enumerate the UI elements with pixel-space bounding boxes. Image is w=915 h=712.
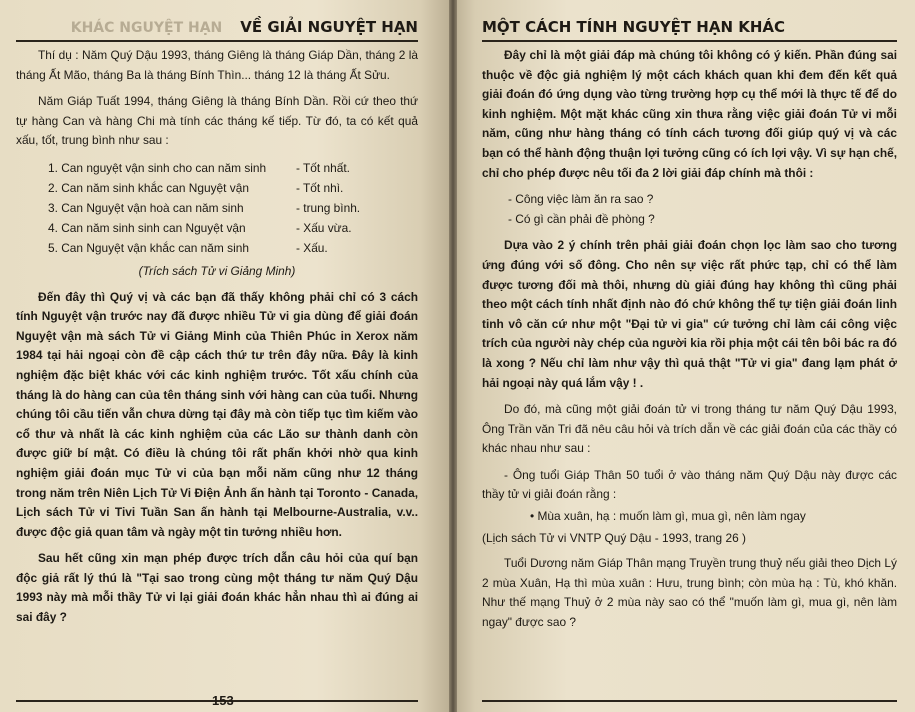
question-item: - Công việc làm ăn ra sao ?	[508, 192, 654, 207]
right-running-title: MỘT CÁCH TÍNH NGUYỆT HẠN KHÁC	[482, 18, 786, 36]
paragraph-do-do: Do đó, mà cũng một giải đoán tử vi trong tháng tư năm Quý Dậu 1993, Ông Trần văn Tri đã nêu câu hỏi và trích dẫn về các giải đoán của các thầy có khác nhau như sau :	[482, 402, 897, 456]
left-page-header	[16, 0, 418, 42]
paragraph-question: Sau hết cũng xin mạn phép được trích dẫn câu hỏi của quí bạn độc giả rất lý thú là "Tại sao trong cùng một tháng tư năm Quý Dậu 1993 này mà mỗi thầy Tử vi lại giải đoán khác hẳn nhau thì ai đúng ai sai đây ?	[16, 551, 418, 625]
quoted-prediction: • Mùa xuân, hạ : muốn làm gì, mua gì, nên làm ngay	[530, 509, 806, 524]
question-item: - Có gì cần phải đề phòng ?	[508, 211, 655, 226]
list-item: 5. Can Nguyệt vận khắc can năm sinh - Xấu.	[48, 240, 328, 255]
paragraph-giap-tuat: Năm Giáp Tuất 1994, tháng Giêng là tháng Bính Dần. Rồi cứ theo thứ tự hàng Can và hàng Chi mà tính các tháng kế tiếp. Từ đó, ta có kết quả xấu, tốt, trung bình như sau :	[16, 94, 418, 148]
book-spine	[449, 0, 457, 712]
left-running-title: VỀ GIẢI NGUYỆT HẠN	[240, 18, 418, 36]
paragraph-discussion: Đến đây thì Quý vị và các bạn đã thấy không phải chỉ có 3 cách tính Nguyệt vận trước nay đã được nhiều Tử vi gia dùng để giải đoán Nguyệt vận mà sách Tử vi Giảng Minh của Thiên Phúc in Xerox năm 1984 tại hải ngoại còn đề cập cách thứ tư trên đây nữa. Đây là kinh nghiệm đặc biệt khác với các kinh nghiệm trước. Tốt xấu chính của tháng là do hàng can của tên tháng sinh với hàng can của tuổi. Nhưng chúng tôi cầu tiến vẫn chưa dừng tại đây mà còn tiếp tục tìm kiếm vào cổ thư và nhất là các kinh nghiệm của các Lão sư thành danh còn được giữ bí mật. Có điều là chúng tôi rất phấn khởi nhờ qua kinh nghiệm giải đoán mục Tử vi của bạn mỗi năm cũng như 12 tháng trong năm trên Niên Lịch Tử Vi Điện Ảnh ấn hành tại Toronto - Canada, Lịch sách Tử vi Tivi Tuần San ấn hành tại Melbourne-Australia, v.v.. được độc giả quan tâm và ngày một tin tưởng nhiều hơn.	[16, 289, 418, 539]
paragraph-example-age: - Ông tuổi Giáp Thân 50 tuổi ở vào tháng năm Quý Dậu này được các thầy tử vi giải đoán rằng :	[482, 467, 897, 502]
list-item: 4. Can năm sinh sinh can Nguyệt vận - Xấu vừa.	[48, 220, 352, 235]
quote-citation: (Lịch sách Tử vi VNTP Quý Dậu - 1993, trang 26 )	[482, 530, 746, 545]
paragraph-giap-than: Tuổi Dương năm Giáp Thân mạng Truyền trung thuỷ nếu giải theo Dịch Lý 2 mùa Xuân, Hạ thì mùa xuân : Hưu, trung bình; còn mùa hạ : Tù, khó khăn. Như thế mạng Thuỷ ở 2 mùa này sao có thể "muốn làm gì, mua gì, nên làm ngay" được sao ?	[482, 556, 897, 630]
right-page	[452, 0, 915, 712]
list-item: 2. Can năm sinh khắc can Nguyệt vận - Tốt nhì.	[48, 180, 344, 195]
right-page-header	[482, 0, 897, 42]
result-list	[16, 158, 418, 258]
page-number: 153	[212, 693, 234, 708]
right-footer-rule	[482, 700, 897, 702]
source-citation: (Trích sách Tử vi Giảng Minh)	[138, 263, 296, 278]
bleed-through-text: KHÁC NGUYỆT HẠN	[70, 20, 223, 36]
left-page	[0, 0, 452, 712]
list-item: 1. Can nguyệt vận sinh cho can năm sinh - Tốt nhất.	[48, 160, 350, 175]
paragraph-intro: Đây chỉ là một giải đáp mà chúng tôi không có ý kiến. Phần đúng sai thuộc về độc giả nghiệm lý một cách khách quan khi đem đến kết quả giải đoán đó ứng dụng vào từng trường hợp cụ thể mới là thực tế để do kinh nghiệm. Một mặt khác cũng xin thưa rằng việc giải đoán Tử vi mỗi năm, cũng như hàng tháng có tính cách tương đối giúp quý vị và các bạn có thể hành động thuận lợi tưởng cũng có ích lợi vậy. Vì sự hạn chế, chỉ cho phép được nêu tối đa 2 lời giải đáp chính mà thôi :	[482, 48, 897, 180]
list-item: 3. Can Nguyệt vận hoà can năm sinh - trung bình.	[48, 200, 361, 215]
left-footer-rule	[16, 693, 418, 708]
left-page-body	[16, 46, 418, 628]
right-page-body	[482, 46, 897, 633]
paragraph-example: Thí dụ : Năm Quý Dậu 1993, tháng Giêng là tháng Giáp Dần, tháng 2 là tháng Ất Mão, tháng Ba là tháng Bính Thìn... tháng 12 là tháng Ất Sửu.	[16, 48, 418, 82]
paragraph-analysis: Dựa vào 2 ý chính trên phải giải đoán chọn lọc làm sao cho tương ứng đúng với số đông. Cho nên sự việc rất phức tạp, chỉ có thể làm được tương đối mà thôi, nhưng dù giải đúng hay không thì cũng phải theo một cách tính nhất định nào đó chứ không thể tự tiện giải đoán linh tinh vô căn cứ như một "Đại tử vi gia" cứ tưởng chỉ làm cái công việc trích của người này chép của người kia rồi phịa một cái tên bôi bác ra đó là xong ? Nếu chỉ làm như vậy thì quả thật "Tử vi gia" đang lạm phát ở hải ngoại này quá lắm vậy ! .	[482, 238, 897, 390]
